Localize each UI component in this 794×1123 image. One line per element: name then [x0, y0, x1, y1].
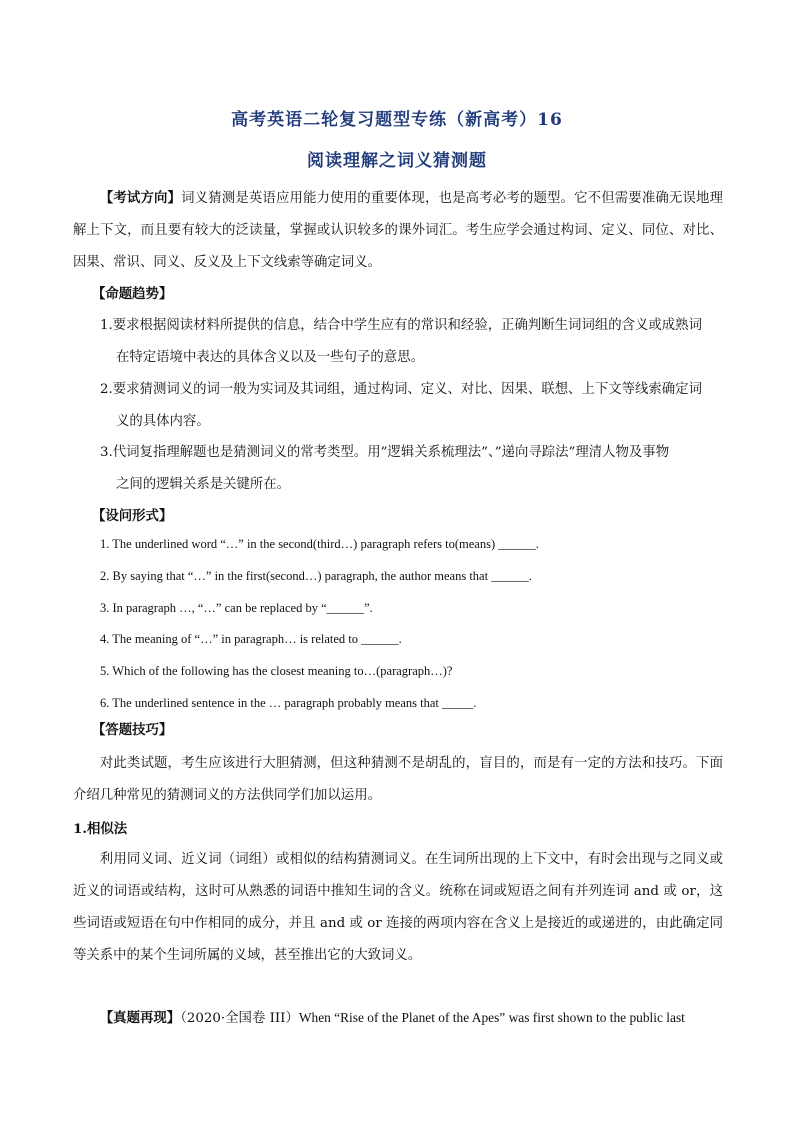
question-form: 3. In paragraph …, “…” can be replaced by “______”.	[100, 601, 373, 615]
trend-heading: 【命题趋势】	[92, 286, 173, 302]
example-text: When “Rise of the Planet of the Apes” was first shown to the public last	[298, 1010, 685, 1025]
example-paragraph	[73, 1002, 723, 1035]
question-form: 5. Which of the following has the closest meaning to…(paragraph…)?	[100, 664, 453, 678]
tips-heading: 【答题技巧】	[92, 722, 173, 738]
intro-label: 【考试方向】	[99, 190, 182, 206]
forms-heading: 【设问形式】	[92, 508, 173, 524]
trend-item	[100, 310, 725, 374]
trend-item-line1: 1.要求根据阅读材料所提供的信息，结合中学生应有的常识和经验，正确判断生词词组的含义或成熟词	[100, 318, 702, 333]
question-form: 1. The underlined word “…” in the second(third…) paragraph refers to(means) ______.	[100, 537, 539, 551]
page-subtitle: 阅读理解之词义猜测题	[307, 151, 487, 171]
trend-item	[100, 374, 725, 438]
trend-item-line2: 义的具体内容。	[116, 414, 210, 429]
example-label: 【真题再现】	[99, 1010, 181, 1026]
example-source: （2020·全国卷 III）	[180, 1011, 299, 1026]
trend-item-line2: 之间的逻辑关系是关键所在。	[116, 477, 291, 492]
trend-item-line1: 3.代词复指理解题也是猜测词义的常考类型。用”逻辑关系梳理法”、”递向寻踪法”理清人物及事物	[100, 445, 670, 460]
trend-item-line2: 在特定语境中表达的具体含义以及一些句子的意思。	[116, 350, 424, 365]
trend-item	[100, 437, 725, 501]
page-title: 高考英语二轮复习题型专练（新高考）16	[231, 110, 563, 130]
question-form: 6. The underlined sentence in the … paragraph probably means that _____.	[100, 696, 477, 710]
question-form: 4. The meaning of “…” in paragraph… is related to ______.	[100, 632, 402, 646]
method1-paragraph: 利用同义词、近义词（词组）或相似的结构猜测词义。在生词所出现的上下文中，有时会出现与之同义或近义的词语或结构，这时可从熟悉的词语中推知生词的含义。统称在词或短语之间有并列连词 and 或 or，这些词语或短语在句中作相同的成分，并且 and 或 or 连接的两项内容在含义上是接近的或递进的，由此确定同等关系中的某个生词所属的义域，甚至推出它的大致词义。	[73, 852, 723, 963]
intro-paragraph	[73, 182, 723, 279]
question-form: 2. By saying that “…” in the first(second…) paragraph, the author means that ______.	[100, 569, 532, 583]
intro-text: 词义猜测是英语应用能力使用的重要体现，也是高考必考的题型。它不但需要准确无误地理解上下文，而且要有较大的泛读量，掌握或认识较多的课外词汇。考生应学会通过构词、定义、同位、对比、因果、常识、同义、反义及上下文线索等确定词义。	[73, 191, 724, 270]
method1-heading: 1.相似法	[73, 821, 128, 837]
tips-paragraph: 对此类试题，考生应该进行大胆猜测，但这种猜测不是胡乱的，盲目的，而是有一定的方法和技巧。下面介绍几种常见的猜测词义的方法供同学们加以运用。	[73, 756, 723, 803]
trend-item-line1: 2.要求猜测词义的词一般为实词及其词组，通过构词、定义、对比、因果、联想、上下文等线索确定词	[100, 382, 702, 397]
